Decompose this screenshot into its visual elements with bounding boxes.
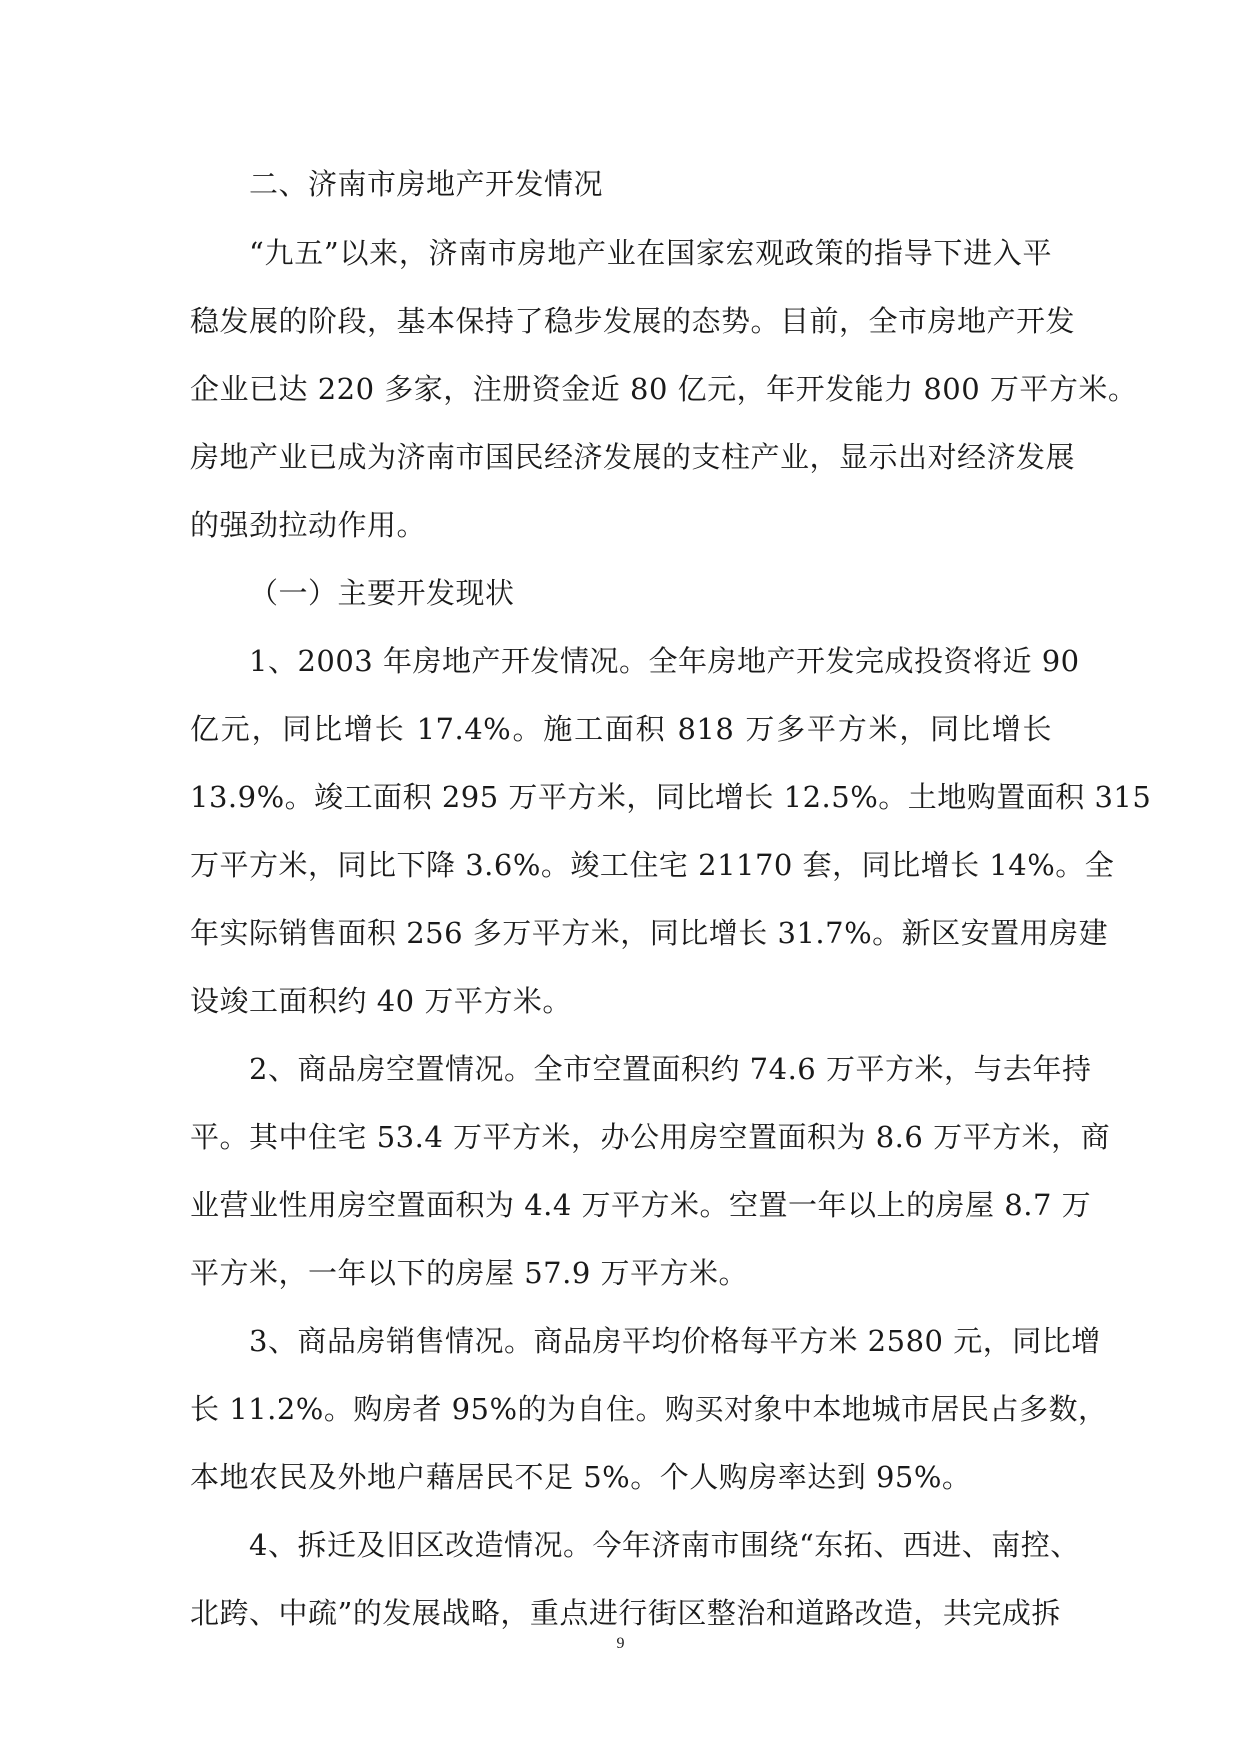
page-number: 9 (616, 1635, 625, 1652)
paragraph-line: 3、商品房销售情况。商品房平均价格每平方米 2580 元，同比增 (249, 1324, 1101, 1358)
paragraph-line: 亿元，同比增长 17.4%。施工面积 818 万多平方米，同比增长 (190, 712, 1052, 746)
paragraph-line: “九五”以来，济南市房地产业在国家宏观政策的指导下进入平 (249, 236, 1052, 270)
paragraph-line: 的强劲拉动作用。 (190, 508, 427, 542)
paragraph-line: 设竣工面积约 40 万平方米。 (190, 984, 572, 1018)
paragraph-line: 4、拆迁及旧区改造情况。今年济南市围绕“东拓、西进、南控、 (249, 1528, 1080, 1562)
paragraph-line: 平方米，一年以下的房屋 57.9 万平方米。 (190, 1256, 749, 1290)
subsection-heading: （一）主要开发现状 (249, 576, 515, 610)
paragraph-line: 年实际销售面积 256 多万平方米，同比增长 31.7%。新区安置用房建 (190, 916, 1109, 950)
paragraph-line: 长 11.2%。购房者 95%的为自住。购买对象中本地城市居民占多数， (190, 1392, 1108, 1426)
paragraph-line: 企业已达 220 多家，注册资金近 80 亿元，年开发能力 800 万平方米。 (190, 372, 1138, 406)
paragraph-line: 北跨、中疏”的发展战略，重点进行街区整治和道路改造，共完成拆 (190, 1596, 1061, 1630)
paragraph-line: 业营业性用房空置面积为 4.4 万平方米。空置一年以上的房屋 8.7 万 (190, 1188, 1092, 1222)
paragraph-line: 平。其中住宅 53.4 万平方米，办公用房空置面积为 8.6 万平方米，商 (190, 1120, 1111, 1154)
paragraph-line: 1、2003 年房地产开发情况。全年房地产开发完成投资将近 90 (249, 644, 1080, 678)
paragraph-line: 房地产业已成为济南市国民经济发展的支柱产业，显示出对经济发展 (190, 440, 1076, 474)
paragraph-line: 稳发展的阶段，基本保持了稳步发展的态势。目前，全市房地产开发 (190, 304, 1076, 338)
section-heading: 二、济南市房地产开发情况 (249, 167, 604, 201)
paragraph-line: 万平方米，同比下降 3.6%。竣工住宅 21170 套，同比增长 14%。全 (190, 848, 1115, 882)
paragraph-line: 13.9%。竣工面积 295 万平方米，同比增长 12.5%。土地购置面积 315 (190, 780, 1152, 814)
paragraph-line: 本地农民及外地户藉居民不足 5%。个人购房率达到 95%。 (190, 1460, 972, 1494)
paragraph-line: 2、商品房空置情况。全市空置面积约 74.6 万平方米，与去年持 (249, 1052, 1092, 1086)
